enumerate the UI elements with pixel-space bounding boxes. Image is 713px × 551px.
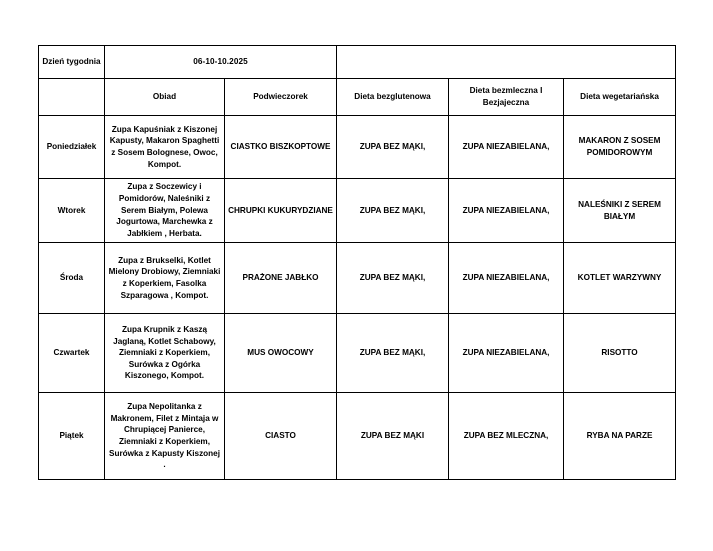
table-header-row-columns [39, 79, 676, 116]
cell-podwieczorek: MUS OWOCOWY [225, 314, 337, 393]
cell-dieta-bezmleczna: ZUPA BEZ MLECZNA, [449, 393, 564, 480]
cell-obiad: Zupa Nepolitanka z Makronem, Filet z Mintaja w Chrupiącej Panierce, Ziemniaki z Koperkiem, Surówka z Kapusty Kiszonej . [105, 393, 225, 480]
cell-obiad: Zupa z Soczewicy i Pomidorów, Naleśniki z Serem Białym, Polewa Jogurtowa, Marchewka z Jabłkiem , Herbata. [105, 179, 225, 243]
header-dieta-bezglutenowa: Dieta bezglutenowa [337, 79, 449, 116]
cell-obiad: Zupa z Brukselki, Kotlet Mielony Drobiowy, Ziemniaki z Koperkiem, Fasolka Szparagowa , Kompot. [105, 243, 225, 314]
header-obiad: Obiad [105, 79, 225, 116]
table-row [39, 243, 676, 314]
table-row [39, 179, 676, 243]
cell-dieta-bezglutenowa: ZUPA BEZ MĄKI, [337, 116, 449, 179]
table-row [39, 314, 676, 393]
cell-dieta-bezmleczna: ZUPA NIEZABIELANA, [449, 314, 564, 393]
cell-dieta-bezglutenowa: ZUPA BEZ MĄKI, [337, 179, 449, 243]
cell-day: Poniedziałek [39, 116, 105, 179]
header-day-of-week: Dzień tygodnia [39, 46, 105, 79]
table-row [39, 393, 676, 480]
cell-day: Środa [39, 243, 105, 314]
table-row [39, 116, 676, 179]
weekly-menu-table [38, 45, 676, 480]
table-header-row-top [39, 46, 676, 79]
cell-dieta-bezmleczna: ZUPA NIEZABIELANA, [449, 179, 564, 243]
cell-dieta-bezmleczna: ZUPA NIEZABIELANA, [449, 116, 564, 179]
cell-dieta-bezmleczna: ZUPA NIEZABIELANA, [449, 243, 564, 314]
cell-dieta-wegetarianska: RYBA NA PARZE [564, 393, 676, 480]
cell-dieta-bezglutenowa: ZUPA BEZ MĄKI, [337, 243, 449, 314]
header-dieta-bezmleczna: Dieta bezmleczna I Bezjajeczna [449, 79, 564, 116]
cell-podwieczorek: CIASTKO BISZKOPTOWE [225, 116, 337, 179]
cell-podwieczorek: CIASTO [225, 393, 337, 480]
cell-day: Wtorek [39, 179, 105, 243]
cell-dieta-bezglutenowa: ZUPA BEZ MĄKI [337, 393, 449, 480]
cell-day: Piątek [39, 393, 105, 480]
cell-dieta-wegetarianska: RISOTTO [564, 314, 676, 393]
cell-podwieczorek: CHRUPKI KUKURYDZIANE [225, 179, 337, 243]
header-date-range: 06-10-10.2025 [105, 46, 337, 79]
cell-dieta-wegetarianska: MAKARON Z SOSEM POMIDOROWYM [564, 116, 676, 179]
header-dieta-wegetarianska: Dieta wegetariańska [564, 79, 676, 116]
cell-obiad: Zupa Krupnik z Kaszą Jaglaną, Kotlet Schabowy, Ziemniaki z Koperkiem, Surówka z Ogórka Kiszonego, Kompot. [105, 314, 225, 393]
header-blank-span [337, 46, 676, 79]
cell-dieta-wegetarianska: KOTLET WARZYWNY [564, 243, 676, 314]
cell-day: Czwartek [39, 314, 105, 393]
cell-dieta-bezglutenowa: ZUPA BEZ MĄKI, [337, 314, 449, 393]
header-empty-corner [39, 79, 105, 116]
header-podwieczorek: Podwieczorek [225, 79, 337, 116]
cell-dieta-wegetarianska: NALEŚNIKI Z SEREM BIAŁYM [564, 179, 676, 243]
cell-podwieczorek: PRAŻONE JABŁKO [225, 243, 337, 314]
cell-obiad: Zupa Kapuśniak z Kiszonej Kapusty, Makaron Spaghetti z Sosem Bolognese, Owoc, Kompot. [105, 116, 225, 179]
